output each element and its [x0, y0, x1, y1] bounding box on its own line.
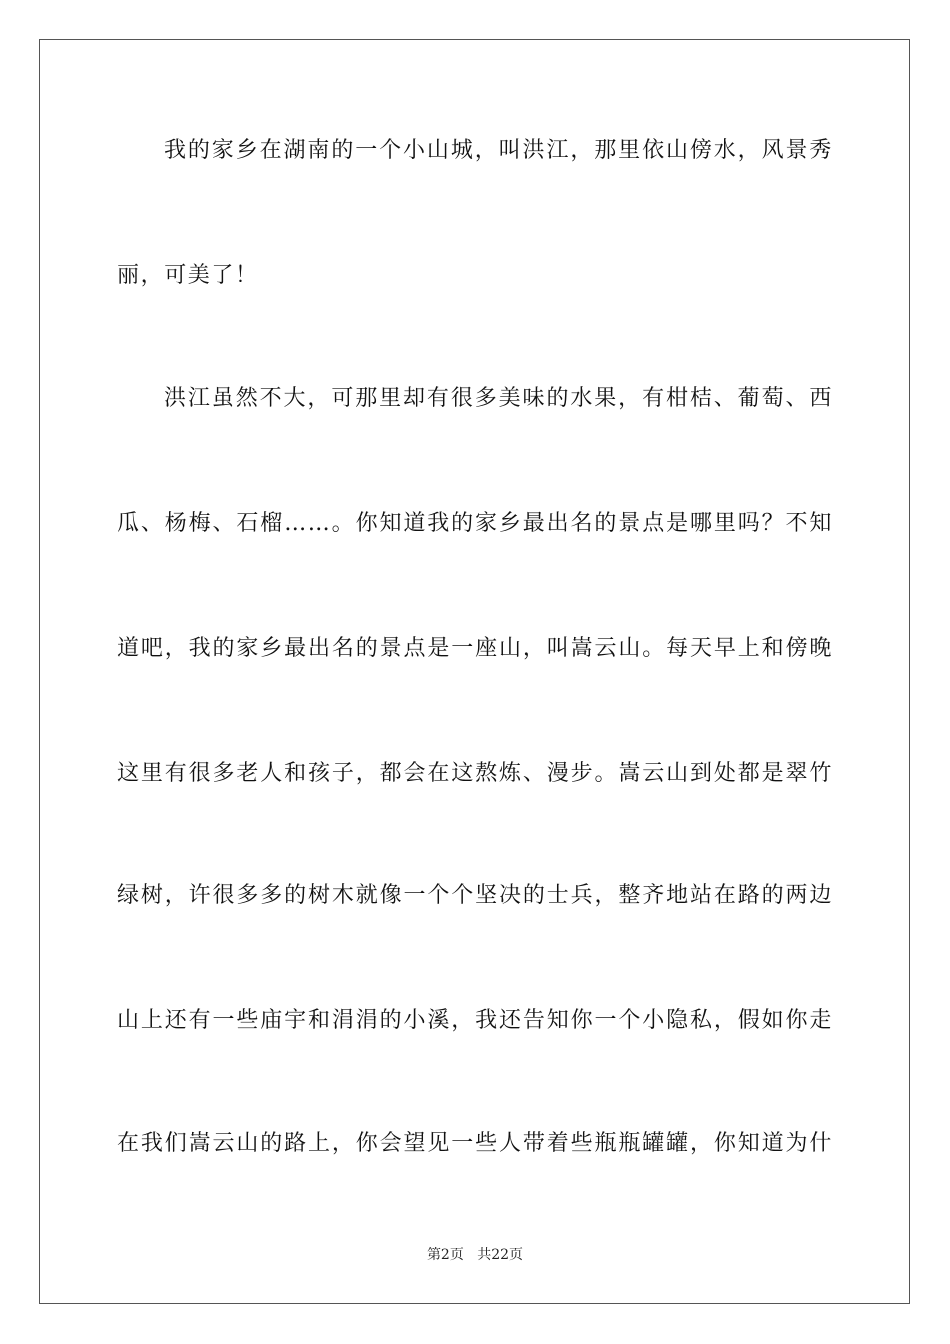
page-number: 第2页 [426, 1247, 464, 1263]
paragraph-2-line-7: 在我们嵩云山的路上，你会望见一些人带着些瓶瓶罐罐，你知道为什 [117, 1131, 833, 1156]
page-total: 共22页 [477, 1247, 524, 1263]
paragraph-2-line-2: 瓜、杨梅、石榴……。你知道我的家乡最出名的景点是哪里吗？不知 [117, 511, 833, 536]
page-border [39, 39, 910, 1304]
page-footer [0, 1246, 950, 1264]
paragraph-1-line-2: 丽，可美了！ [117, 263, 259, 288]
paragraph-2-line-1: 洪江虽然不大，可那里却有很多美味的水果，有柑桔、葡萄、西 [164, 386, 833, 411]
paragraph-1-line-1: 我的家乡在湖南的一个小山城，叫洪江，那里依山傍水，风景秀 [164, 138, 833, 163]
paragraph-2-line-3: 道吧，我的家乡最出名的景点是一座山，叫嵩云山。每天早上和傍晚 [117, 636, 833, 661]
paragraph-2-line-4: 这里有很多老人和孩子，都会在这熬炼、漫步。嵩云山到处都是翠竹 [117, 761, 833, 786]
paragraph-2-line-6: 山上还有一些庙宇和涓涓的小溪，我还告知你一个小隐私，假如你走 [117, 1008, 833, 1033]
paragraph-2-line-5: 绿树，许很多多的树木就像一个个坚决的士兵，整齐地站在路的两边 [117, 883, 833, 908]
